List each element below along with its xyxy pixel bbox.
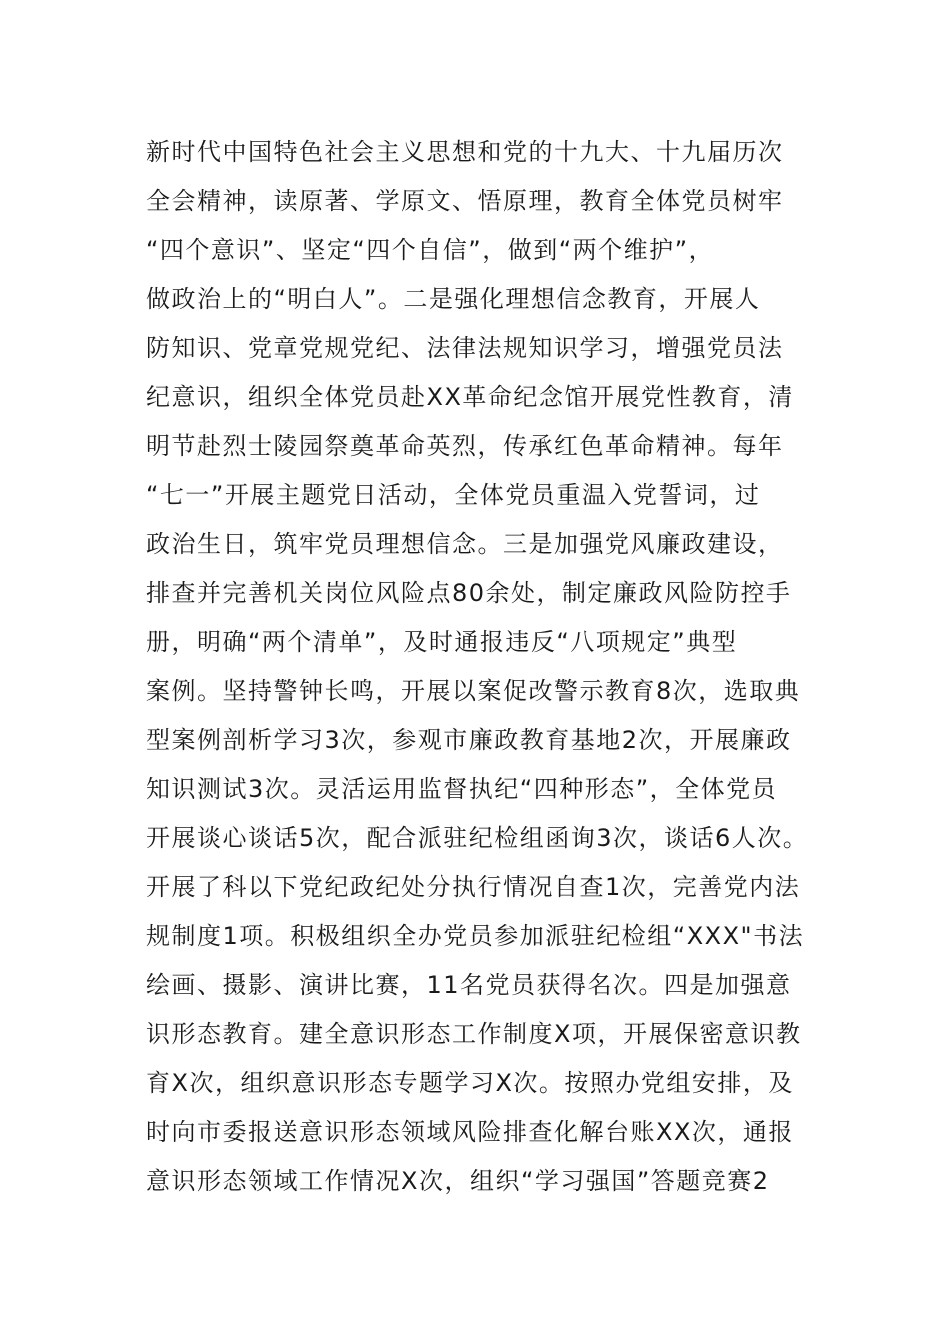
text-line-1: 新时代中国特色社会主义思想和党的十九大、十九届历次 <box>146 138 784 166</box>
text-line-16: 开展了科以下党纪政纪处分执行情况自查1次，完善党内法 <box>146 873 801 901</box>
text-line-18: 绘画、摄影、演讲比赛，11名党员获得名次。四是加强意 <box>146 971 792 999</box>
text-line-20: 育X次，组织意识形态专题学习X次。按照办党组安排，及 <box>146 1069 794 1097</box>
text-line-3: “四个意识”、坚定“四个自信”，做到“两个维护”， <box>146 236 715 264</box>
text-line-6: 纪意识，组织全体党员赴XX革命纪念馆开展党性教育，清 <box>146 383 794 411</box>
text-line-8: “七一”开展主题党日活动，全体党员重温入党誓词，过 <box>146 481 761 509</box>
text-line-22: 意识形态领域工作情况X次，组织“学习强国”答题竞赛2 <box>146 1167 770 1195</box>
text-line-7: 明节赴烈士陵园祭奠革命英烈，传承红色革命精神。每年 <box>146 432 784 460</box>
body-paragraph <box>146 128 846 1206</box>
text-line-12: 案例。坚持警钟长鸣，开展以案促改警示教育8次，选取典 <box>146 677 801 705</box>
text-line-5: 防知识、党章党规党纪、法律法规知识学习，增强党员法 <box>146 334 784 362</box>
text-line-2: 全会精神，读原著、学原文、悟原理，教育全体党员树牢 <box>146 187 784 215</box>
text-line-11: 册，明确“两个清单”，及时通报违反“八项规定”典型 <box>146 628 738 656</box>
text-line-21: 时向市委报送意识形态领域风险排查化解台账XX次，通报 <box>146 1118 794 1146</box>
text-line-17: 规制度1项。积极组织全办党员参加派驻纪检组“XXX"书法 <box>146 922 805 950</box>
text-line-4: 做政治上的“明白人”。二是强化理想信念教育，开展人 <box>146 285 761 313</box>
text-line-15: 开展谈心谈话5次，配合派驻纪检组函询3次，谈话6人次。 <box>146 824 809 852</box>
text-line-13: 型案例剖析学习3次，参观市廉政教育基地2次，开展廉政 <box>146 726 792 754</box>
text-line-19: 识形态教育。建全意识形态工作制度X项，开展保密意识教 <box>146 1020 802 1048</box>
text-line-14: 知识测试3次。灵活运用监督执纪“四种形态”，全体党员 <box>146 775 778 803</box>
text-line-9: 政治生日，筑牢党员理想信念。三是加强党风廉政建设， <box>146 530 784 558</box>
text-line-10: 排查并完善机关岗位风险点80余处，制定廉政风险防控手 <box>146 579 792 607</box>
